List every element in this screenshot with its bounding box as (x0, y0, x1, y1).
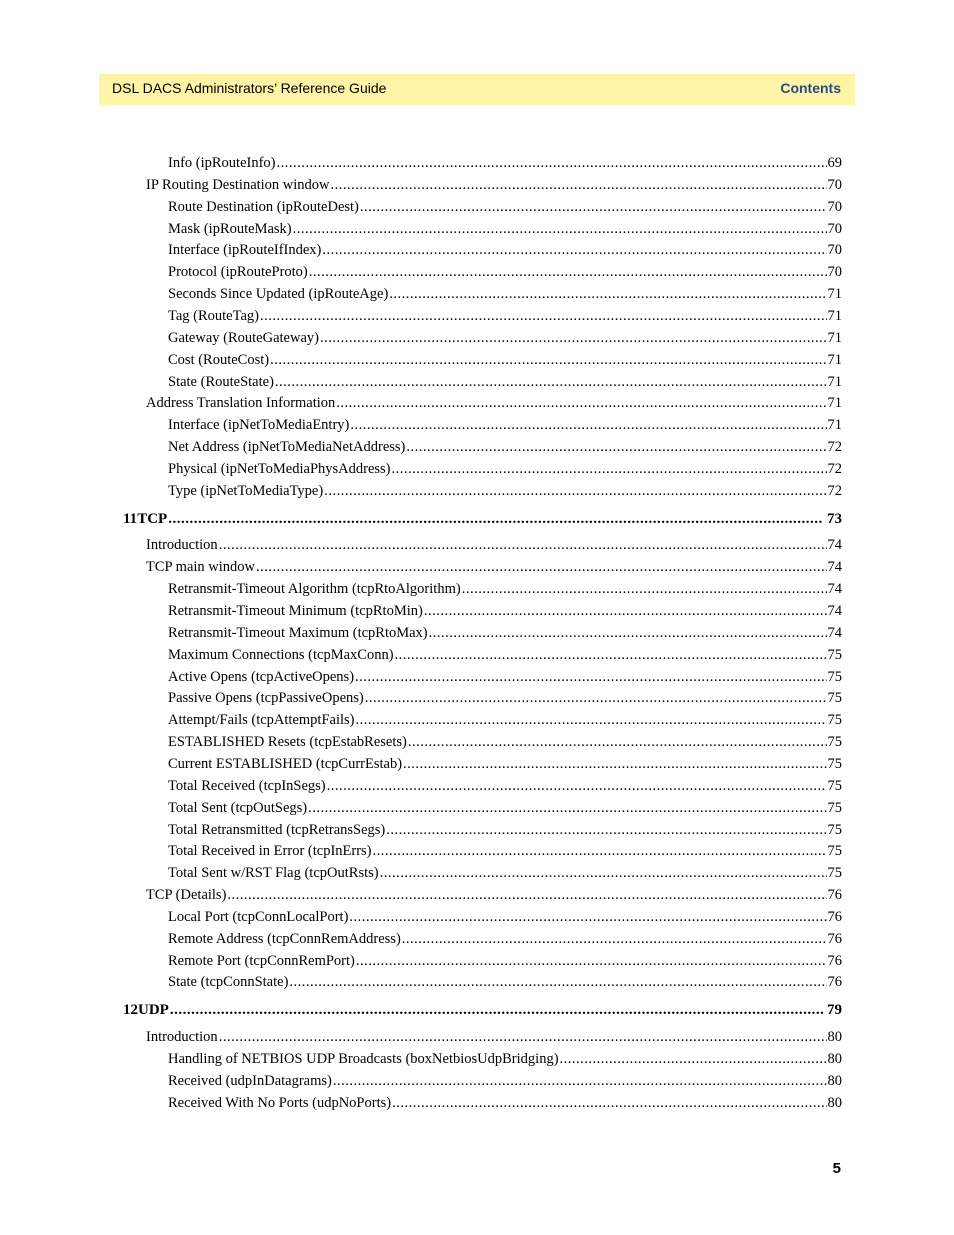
toc-entry[interactable] (168, 623, 842, 643)
toc-chapter-entry[interactable] (123, 509, 842, 529)
toc-entry[interactable] (168, 732, 842, 752)
toc-entry-label: Interface (ipNetToMediaEntry) (168, 417, 350, 434)
dot-leader (406, 437, 826, 457)
toc-entry-label: Remote Port (tcpConnRemPort) (168, 952, 355, 969)
dot-leader (309, 262, 827, 282)
toc-entry[interactable] (168, 459, 842, 479)
toc-entry-label: Physical (ipNetToMediaPhysAddress) (168, 460, 391, 477)
toc-entry[interactable] (168, 951, 842, 971)
toc-entry[interactable] (168, 284, 842, 304)
dot-leader (256, 557, 826, 577)
dot-leader (395, 645, 827, 665)
toc-entry-label: Total Received in Error (tcpInErrs) (168, 843, 372, 860)
toc-entry-label: Handling of NETBIOS UDP Broadcasts (boxNetbiosUdpBridging) (168, 1051, 559, 1067)
toc-entry[interactable] (168, 219, 842, 239)
toc-entry-label: Protocol (ipRouteProto) (168, 264, 308, 281)
toc-entry-page: 71 (827, 286, 842, 303)
dot-leader (324, 481, 826, 501)
page-number: 5 (832, 1160, 841, 1177)
toc-entry-label: Seconds Since Updated (ipRouteAge) (168, 286, 389, 303)
toc-entry[interactable] (168, 481, 842, 501)
toc-entry-label: ESTABLISHED Resets (tcpEstabResets) (168, 734, 407, 751)
toc-entry-label: Retransmit-Timeout Minimum (tcpRtoMin) (168, 603, 423, 619)
toc-entry-page: 76 (827, 887, 842, 904)
dot-leader (392, 459, 827, 479)
dot-leader (331, 175, 827, 195)
toc-entry-page: 74 (827, 537, 842, 554)
toc-entry-page: 80 (827, 1051, 842, 1067)
toc-entry-page: 75 (827, 843, 842, 860)
dot-leader (355, 710, 826, 730)
toc-entry-label: IP Routing Destination window (146, 176, 330, 193)
dot-leader (424, 601, 827, 621)
toc-entry-page: 71 (827, 351, 842, 368)
toc-entry-label: Active Opens (tcpActiveOpens) (168, 668, 355, 685)
toc-entry[interactable] (168, 350, 842, 370)
toc-entry-label: TCP (137, 510, 168, 527)
toc-entry-page: 75 (827, 734, 842, 751)
toc-entry-page: 75 (827, 821, 842, 838)
document-title: DSL DACS Administrators’ Reference Guide (112, 80, 387, 96)
toc-entry-page: 69 (827, 155, 842, 171)
toc-entry-label: Current ESTABLISHED (tcpCurrEstab) (168, 755, 403, 772)
toc-entry-page: 75 (827, 712, 842, 729)
toc-entry-label: Retransmit-Timeout Maximum (tcpRtoMax) (168, 624, 428, 641)
dot-leader (219, 1027, 827, 1047)
toc-entry-page: 75 (827, 799, 842, 816)
toc-entry[interactable] (146, 557, 842, 577)
dot-leader (349, 907, 826, 927)
toc-entry-page: 75 (827, 777, 842, 794)
toc-entry-page: 71 (827, 329, 842, 346)
toc-entry-page: 70 (827, 220, 842, 237)
dot-leader (308, 798, 826, 818)
toc-entry-page: 72 (827, 460, 842, 477)
toc-entry-page: 75 (827, 668, 842, 685)
toc-entry-label: Retransmit-Timeout Algorithm (tcpRtoAlgorithm) (168, 581, 461, 598)
section-title: Contents (780, 80, 841, 96)
toc-entry[interactable] (168, 1071, 842, 1091)
toc-entry-page: 76 (827, 952, 842, 969)
toc-entry[interactable] (168, 437, 842, 457)
toc-entry[interactable] (168, 645, 842, 665)
toc-entry[interactable] (168, 863, 842, 883)
toc-entry-page: 80 (827, 1072, 842, 1089)
toc-entry[interactable] (168, 776, 842, 796)
toc-entry[interactable] (168, 197, 842, 217)
dot-leader (408, 732, 827, 752)
toc-entry-page: 71 (827, 417, 842, 434)
toc-entry-label: Route Destination (ipRouteDest) (168, 198, 359, 215)
toc-entry-label: Introduction (146, 537, 218, 554)
toc-entry-page: 76 (827, 974, 842, 991)
dot-leader (560, 1049, 827, 1069)
toc-entry[interactable] (168, 372, 842, 392)
toc-entry-label: Attempt/Fails (tcpAttemptFails) (168, 712, 355, 729)
toc-entry-page: 74 (827, 624, 842, 641)
running-header (99, 74, 855, 105)
toc-entry-label: Address Translation Information (146, 395, 336, 412)
toc-entry-label: Type (ipNetToMediaType) (168, 482, 324, 499)
toc-entry[interactable] (168, 1049, 842, 1069)
toc-entry-label: Remote Address (tcpConnRemAddress) (168, 930, 401, 947)
toc-entry-page: 80 (827, 1029, 842, 1046)
toc-entry[interactable] (168, 328, 842, 348)
toc-entry-label: Passive Opens (tcpPassiveOpens) (168, 690, 364, 707)
toc-entry-label: Info (ipRouteInfo) (168, 155, 276, 171)
toc-entry[interactable] (168, 262, 842, 282)
dot-leader (275, 372, 827, 392)
dot-leader (270, 350, 826, 370)
toc-entry-label: TCP main window (146, 559, 256, 576)
dot-leader (170, 1000, 823, 1020)
toc-entry[interactable] (168, 754, 842, 774)
dot-leader (386, 820, 826, 840)
toc-entry-page: 70 (827, 198, 842, 215)
toc-entry-page: 71 (827, 373, 842, 390)
toc-entry-label: Total Retransmitted (tcpRetransSegs) (168, 821, 386, 838)
toc-entry-page: 70 (827, 264, 842, 281)
toc-entry[interactable] (168, 929, 842, 949)
toc-chapter-number: 11 (123, 510, 138, 527)
toc-entry[interactable] (168, 415, 842, 435)
toc-entry-label: Received (udpInDatagrams) (168, 1072, 332, 1089)
toc-entry[interactable] (168, 907, 842, 927)
toc-entry[interactable] (168, 153, 842, 173)
dot-leader (260, 306, 827, 326)
toc-entry-label: UDP (138, 1002, 169, 1019)
toc-entry-page: 75 (827, 646, 842, 663)
toc-entry-page: 72 (827, 439, 842, 456)
dot-leader (380, 863, 827, 883)
dot-leader (355, 667, 826, 687)
dot-leader (373, 841, 827, 861)
toc-entry-label: Interface (ipRouteIfIndex) (168, 242, 322, 259)
dot-leader (389, 284, 826, 304)
dot-leader (289, 972, 826, 992)
toc-entry[interactable] (168, 579, 842, 599)
dot-leader (462, 579, 827, 599)
toc-entry-label: State (tcpConnState) (168, 974, 289, 991)
toc-entry-label: Net Address (ipNetToMediaNetAddress) (168, 439, 406, 456)
dot-leader (360, 197, 827, 217)
dot-leader (219, 535, 827, 555)
toc-entry-label: Received With No Ports (udpNoPorts) (168, 1094, 392, 1111)
toc-entry-page: 79 (827, 1002, 842, 1019)
dot-leader (365, 688, 827, 708)
dot-leader (227, 885, 826, 905)
toc-entry-label: Introduction (146, 1029, 218, 1046)
dot-leader (293, 219, 827, 239)
toc-entry-label: Mask (ipRouteMask) (168, 220, 292, 237)
toc-entry[interactable] (168, 667, 842, 687)
dot-leader (327, 776, 827, 796)
dot-leader (333, 1071, 827, 1091)
toc-entry-label: Cost (RouteCost) (168, 351, 270, 368)
toc-entry-page: 70 (827, 242, 842, 259)
toc-entry-page: 74 (827, 559, 842, 576)
toc-entry-page: 70 (827, 176, 842, 193)
dot-leader (403, 754, 826, 774)
toc-entry[interactable] (168, 306, 842, 326)
toc-entry-page: 71 (827, 307, 842, 324)
dot-leader (429, 623, 827, 643)
toc-entry-page: 75 (827, 755, 842, 772)
toc-entry[interactable] (168, 841, 842, 861)
dot-leader (320, 328, 827, 348)
toc-entry-page: 76 (827, 930, 842, 947)
toc-entry-page: 74 (827, 603, 842, 619)
toc-entry-label: State (RouteState) (168, 373, 274, 390)
toc-entry[interactable] (168, 688, 842, 708)
toc-entry-page: 76 (827, 908, 842, 925)
dot-leader (350, 415, 826, 435)
toc-entry[interactable] (168, 710, 842, 730)
toc-entry[interactable] (168, 1093, 842, 1113)
toc-entry[interactable] (168, 798, 842, 818)
dot-leader (402, 929, 827, 949)
toc-entry-label: Maximum Connections (tcpMaxConn) (168, 646, 394, 663)
toc-entry[interactable] (146, 1027, 842, 1047)
toc-entry[interactable] (146, 393, 842, 413)
toc-entry-label: TCP (Details) (146, 887, 227, 904)
toc-entry-page: 71 (827, 395, 842, 412)
toc-entry-page: 75 (827, 865, 842, 882)
toc-entry[interactable] (168, 240, 842, 260)
toc-entry-label: Total Sent (tcpOutSegs) (168, 799, 308, 816)
toc-entry[interactable] (168, 820, 842, 840)
toc-entry[interactable] (146, 885, 842, 905)
dot-leader (168, 509, 823, 529)
toc-chapter-entry[interactable] (123, 1000, 842, 1020)
toc-entry[interactable] (168, 972, 842, 992)
dot-leader (277, 153, 827, 173)
toc-entry-page: 73 (827, 510, 842, 527)
toc-entry-page: 75 (827, 690, 842, 707)
toc-entry-label: Total Received (tcpInSegs) (168, 777, 326, 794)
dot-leader (356, 951, 827, 971)
toc-entry[interactable] (168, 601, 842, 621)
toc-entry-label: Total Sent w/RST Flag (tcpOutRsts) (168, 865, 379, 882)
toc-entry-page: 80 (827, 1094, 842, 1111)
toc-entry-label: Local Port (tcpConnLocalPort) (168, 908, 349, 925)
toc-chapter-number: 12 (123, 1002, 138, 1019)
dot-leader (336, 393, 826, 413)
toc-entry-label: Tag (RouteTag) (168, 307, 259, 324)
dot-leader (322, 240, 826, 260)
toc-entry[interactable] (146, 175, 842, 195)
toc-entry-page: 72 (827, 482, 842, 499)
toc-entry-page: 74 (827, 581, 842, 598)
toc-entry[interactable] (146, 535, 842, 555)
toc-entry-label: Gateway (RouteGateway) (168, 329, 319, 346)
dot-leader (392, 1093, 826, 1113)
